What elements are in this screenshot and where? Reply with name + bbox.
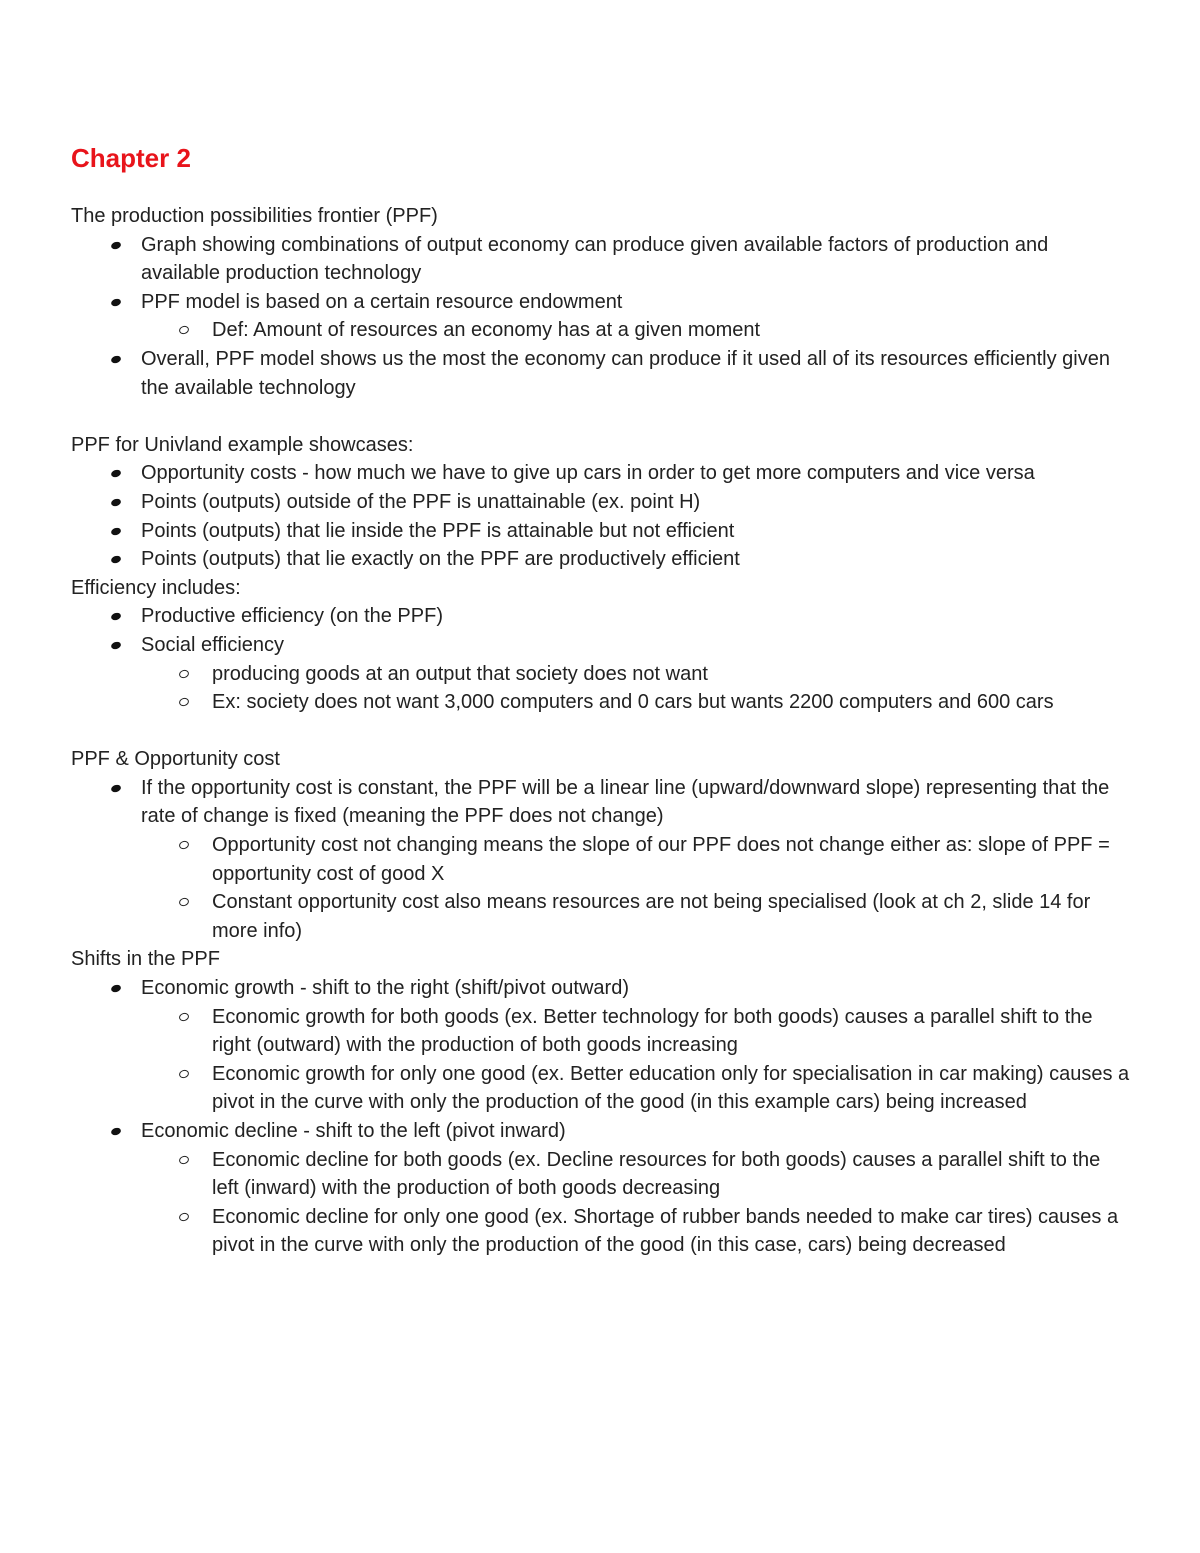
sub-list-item xyxy=(141,688,1131,717)
bullet-dot-icon xyxy=(110,612,122,622)
list-item xyxy=(71,288,1131,345)
list-item-text: Points (outputs) that lie exactly on the PPF are productively efficient xyxy=(141,548,740,571)
bullet-dot-icon xyxy=(110,469,122,479)
sub-list-item xyxy=(141,316,1131,345)
bullet-circle-icon xyxy=(178,840,190,851)
sub-list-item xyxy=(141,1003,1131,1060)
section-heading: PPF & Opportunity cost xyxy=(71,748,280,771)
list-item-text: Overall, PPF model shows us the most the economy can produce if it used all of its resources efficiently given the available technology xyxy=(141,347,1110,399)
list-item-text: Points (outputs) outside of the PPF is unattainable (ex. point H) xyxy=(141,490,701,513)
list-item xyxy=(71,231,1131,288)
sub-bullet-list xyxy=(141,660,1131,717)
bullet-dot-icon xyxy=(110,498,122,508)
sub-bullet-list xyxy=(141,316,1131,345)
list-item-text: Productive efficiency (on the PPF) xyxy=(141,605,443,628)
bullet-circle-icon xyxy=(178,1011,190,1022)
sub-list-item-text: Constant opportunity cost also means resources are not being specialised (look at ch 2, slide 14 for more info) xyxy=(212,891,1091,942)
bullet-dot-icon xyxy=(110,355,122,365)
bullet-dot-icon xyxy=(110,784,122,794)
list-item xyxy=(71,602,1131,631)
bullet-circle-icon xyxy=(178,325,190,336)
list-item-text: PPF model is based on a certain resource endowment xyxy=(141,290,623,313)
list-item-text: Opportunity costs - how much we have to give up cars in order to get more computers and vice versa xyxy=(141,462,1035,485)
list-item xyxy=(71,488,1131,517)
section-heading: Shifts in the PPF xyxy=(71,948,220,971)
list-item xyxy=(71,517,1131,546)
blank-line xyxy=(71,717,1131,746)
document-body xyxy=(71,202,1131,1260)
sub-list-item xyxy=(141,1060,1131,1117)
list-item-text: Points (outputs) that lie inside the PPF is attainable but not efficient xyxy=(141,519,735,542)
bullet-list xyxy=(71,974,1131,1260)
list-item xyxy=(71,974,1131,1117)
sub-list-item-text: Economic decline for both goods (ex. Decline resources for both goods) causes a parallel shift to the left (inward) with the production of both goods decreasing xyxy=(212,1148,1101,1200)
list-item-text: If the opportunity cost is constant, the PPF will be a linear line (upward/downward slope) representing that the rate of change is fixed (meaning the PPF does not change) xyxy=(141,776,1110,828)
bullet-dot-icon xyxy=(110,555,122,565)
bullet-dot-icon xyxy=(110,1127,122,1137)
list-item xyxy=(71,774,1131,946)
chapter-title: Chapter 2 xyxy=(71,143,191,173)
bullet-dot-icon xyxy=(110,526,122,536)
bullet-dot-icon xyxy=(110,240,122,250)
section-heading: PPF for Univland example showcases: xyxy=(71,433,414,456)
bullet-circle-icon xyxy=(178,697,190,708)
bullet-circle-icon xyxy=(178,1068,190,1079)
list-item xyxy=(71,459,1131,488)
section-heading: Efficiency includes: xyxy=(71,576,241,599)
sub-bullet-list xyxy=(141,831,1131,945)
sub-list-item xyxy=(141,1203,1131,1260)
sub-list-item xyxy=(141,831,1131,888)
list-item-text: Economic growth - shift to the right (shift/pivot outward) xyxy=(141,977,629,1000)
bullet-list xyxy=(71,231,1131,403)
sub-list-item-text: Economic growth for both goods (ex. Better technology for both goods) causes a parallel shift to the right (outward) with the production of both goods increasing xyxy=(212,1005,1093,1057)
bullet-dot-icon xyxy=(110,984,122,994)
list-item-text: Graph showing combinations of output economy can produce given available factors of production and available production technology xyxy=(141,233,1049,285)
sub-list-item-text: Economic decline for only one good (ex. Shortage of rubber bands needed to make car tires) causes a pivot in the curve with only the production of the good (in this case, cars) being decreased xyxy=(212,1205,1119,1257)
blank-line xyxy=(71,402,1131,431)
sub-list-item xyxy=(141,660,1131,689)
bullet-circle-icon xyxy=(178,1154,190,1165)
list-item xyxy=(71,545,1131,574)
sub-list-item-text: producing goods at an output that society does not want xyxy=(212,662,708,685)
sub-list-item-text: Ex: society does not want 3,000 computers and 0 cars but wants 2200 computers and 600 cars xyxy=(212,691,1054,714)
sub-bullet-list xyxy=(141,1003,1131,1117)
bullet-circle-icon xyxy=(178,1211,190,1222)
bullet-circle-icon xyxy=(178,897,190,908)
list-item xyxy=(71,345,1131,402)
bullet-list xyxy=(71,602,1131,716)
bullet-circle-icon xyxy=(178,668,190,679)
sub-list-item xyxy=(141,1146,1131,1203)
sub-list-item xyxy=(141,888,1131,945)
list-item xyxy=(71,1117,1131,1260)
sub-list-item-text: Opportunity cost not changing means the slope of our PPF does not change either as: slope of PPF = opportunity cost of good X xyxy=(212,834,1110,885)
bullet-list xyxy=(71,459,1131,573)
list-item-text: Social efficiency xyxy=(141,633,285,656)
document-page xyxy=(71,138,1131,1260)
bullet-dot-icon xyxy=(110,297,122,307)
section-heading: The production possibilities frontier (PPF) xyxy=(71,205,438,227)
sub-list-item-text: Def: Amount of resources an economy has at a given moment xyxy=(212,319,761,342)
sub-bullet-list xyxy=(141,1146,1131,1260)
sub-list-item-text: Economic growth for only one good (ex. Better education only for specialisation in car making) causes a pivot in the curve with only the production of the good (in this example cars) being increased xyxy=(212,1062,1130,1114)
list-item-text: Economic decline - shift to the left (pivot inward) xyxy=(141,1120,566,1142)
bullet-list xyxy=(71,774,1131,946)
list-item xyxy=(71,631,1131,717)
bullet-dot-icon xyxy=(110,641,122,651)
